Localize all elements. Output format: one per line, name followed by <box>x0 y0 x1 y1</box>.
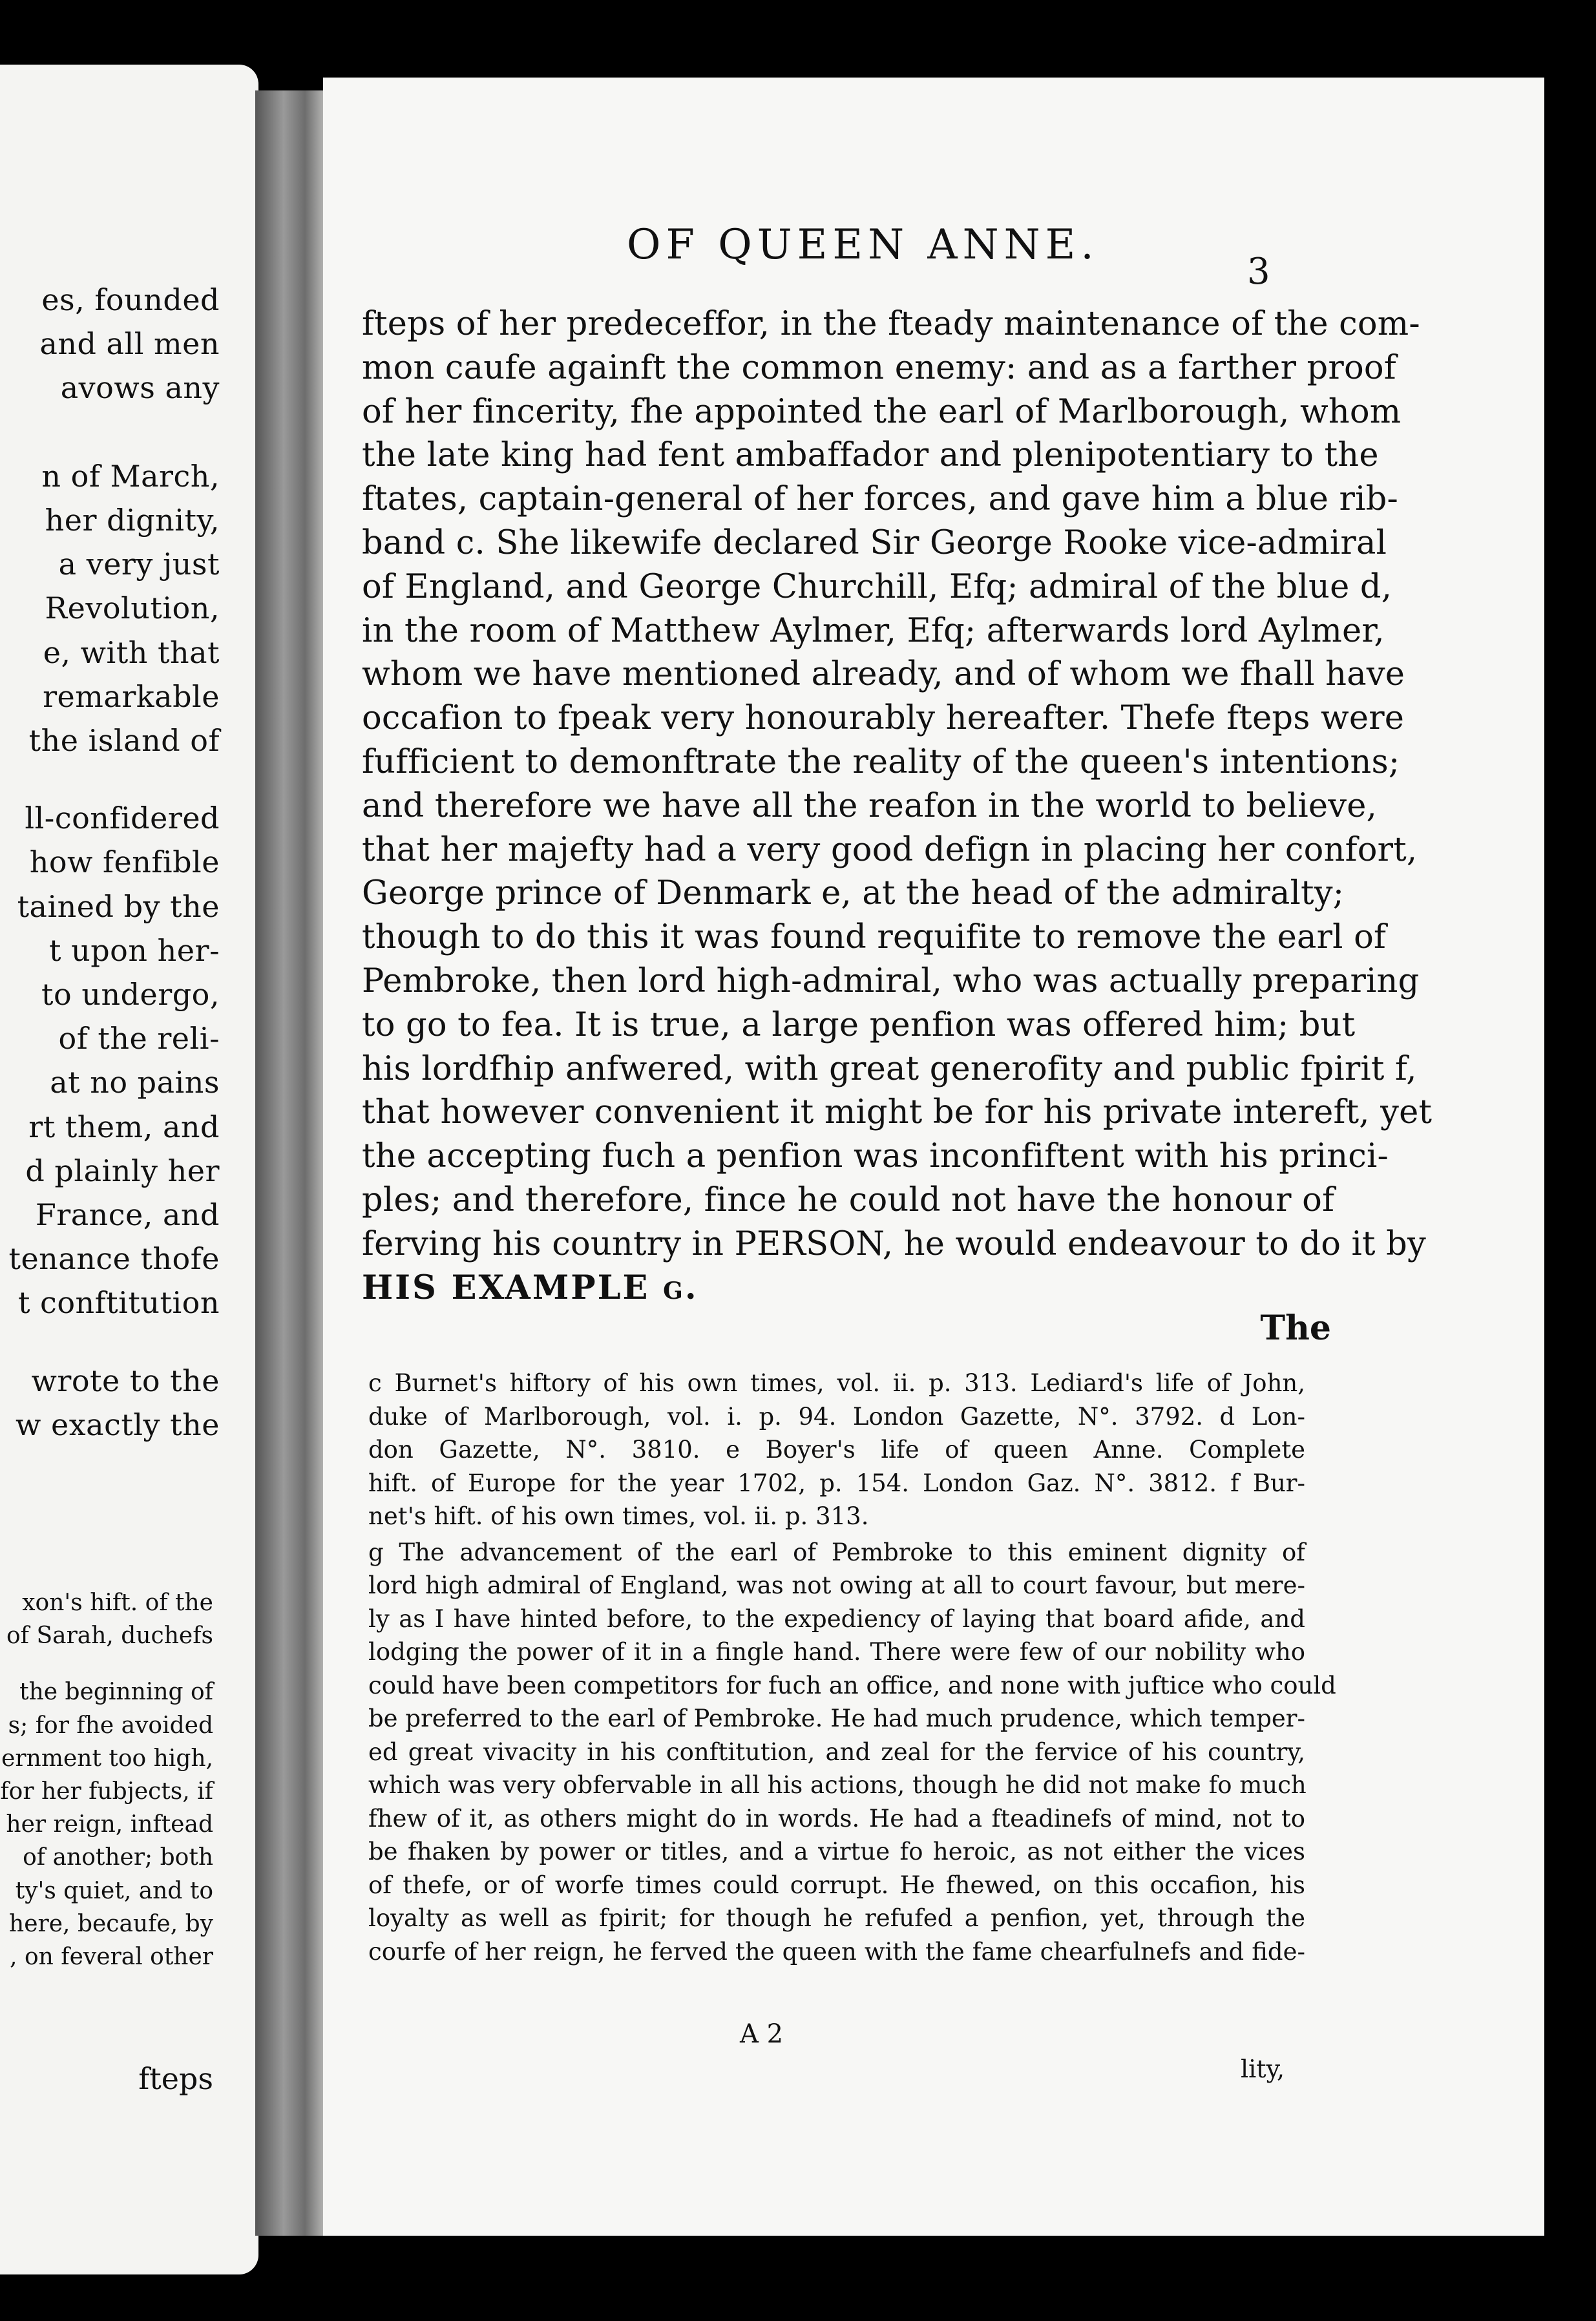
footnote-line: don Gazette, N°. 3810. e Boyer's life of queen Anne. Complete <box>368 1436 1305 1464</box>
footnote-line: lodging the power of it in a fingle hand. There were few of our nobility who <box>368 1638 1305 1666</box>
text-line: rt them, and <box>28 1109 220 1144</box>
text-line: George prince of Denmark e, at the head of the admiralty; <box>362 874 1345 913</box>
text-line: at no pains <box>50 1065 220 1100</box>
text-line: in the room of Matthew Aylmer, Efq; afterwards lord Aylmer, <box>362 611 1385 650</box>
footnote-line: , on feveral other <box>10 1944 213 1971</box>
footnote-line: g The advancement of the earl of Pembroke to this eminent dignity of <box>368 1538 1305 1566</box>
footnote-line: here, becaufe, by <box>9 1910 213 1937</box>
text-line: remarkable <box>43 678 220 714</box>
text-line: t conftitution <box>17 1285 220 1321</box>
text-line: her dignity, <box>45 503 220 538</box>
text-line: wrote to the <box>31 1363 220 1398</box>
text-line: ples; and therefore, fince he could not have the honour of <box>362 1181 1335 1219</box>
text-line: occafion to fpeak very honourably hereafter. Thefe fteps were <box>362 699 1405 738</box>
footnote-line: the beginning of <box>19 1679 213 1706</box>
text-line: the accepting fuch a penfion was inconfiftent with his princi- <box>362 1137 1389 1176</box>
text-line: band c. She likewife declared Sir George Rooke vice-admiral <box>362 523 1387 562</box>
left-page-footnotes <box>0 1586 213 1973</box>
text-line: es, founded <box>41 282 220 317</box>
body-text <box>362 302 1433 1310</box>
text-line: avows any <box>60 370 220 406</box>
left-page-text <box>8 278 220 1447</box>
text-line: that her majefty had a very good defign in placing her confort, <box>362 830 1418 869</box>
text-line: to go to fea. It is true, a large penfion was offered him; but <box>362 1005 1356 1044</box>
page-number: 3 <box>1247 251 1270 293</box>
footnotes <box>368 1367 1336 1968</box>
text-line: ferving his country in PERSON, he would endeavour to do it by <box>362 1224 1426 1263</box>
signature-mark: A 2 <box>740 2019 784 2049</box>
text-line: of England, and George Churchill, Efq; admiral of the blue d, <box>362 567 1392 606</box>
text-line <box>8 410 220 454</box>
catchword: The <box>1260 1308 1331 1348</box>
footnote-line: loyalty as well as fpirit; for though he refufed a penfion, yet, through the <box>368 1904 1305 1932</box>
text-line: a very just <box>58 547 220 582</box>
text-line: that however convenient it might be for his private intereft, yet <box>362 1093 1433 1132</box>
text-line: ftates, captain-general of her forces, and gave him a blue rib- <box>362 480 1398 519</box>
footnote-line: for her fubjects, if <box>0 1778 213 1805</box>
text-line: ll-confidered <box>25 801 220 836</box>
footnote-line: lord high admiral of England, was not owing at all to court favour, but mere- <box>368 1571 1305 1599</box>
text-line: t upon her- <box>48 932 220 968</box>
text-line: fteps of her predeceffor, in the fteady maintenance of the com- <box>362 305 1420 343</box>
footnote-line: fhew of it, as others might do in words. He had a fteadinefs of mind, not to <box>368 1804 1305 1833</box>
text-line: how fenfible <box>29 845 220 880</box>
footnote-line: courfe of her reign, he ferved the queen with the fame chearfulnefs and fide- <box>368 1937 1305 1966</box>
text-line: tained by the <box>17 888 220 924</box>
footnote-line: be fhaken by power or titles, and a virtue fo heroic, as not either the vices <box>368 1838 1305 1865</box>
running-head: OF QUEEN ANNE. <box>627 221 1099 269</box>
footnote-line: net's hift. of his own times, vol. ii. p. 313. <box>368 1502 869 1530</box>
footnote-line: ernment too high, <box>1 1745 213 1772</box>
footnote-line: of another; both <box>23 1844 213 1871</box>
text-line: mon caufe againft the common enemy: and as a farther proof <box>362 348 1396 387</box>
left-facing-page <box>0 65 258 2274</box>
right-page <box>323 78 1544 2236</box>
footnote-line: of Sarah, duchefs <box>6 1623 213 1650</box>
text-line: Revolution, <box>45 591 220 626</box>
book-gutter <box>255 90 326 2236</box>
text-line: d plainly her <box>25 1153 220 1188</box>
text-line: to undergo, <box>41 977 220 1013</box>
footnote-line: c Burnet's hiftory of his own times, vol. ii. p. 313. Lediard's life of John, <box>368 1369 1305 1397</box>
left-page-catchword: fteps <box>138 2061 213 2096</box>
footnote-catchword: lity, <box>1241 2055 1285 2083</box>
footnote-line: her reign, inftead <box>6 1811 213 1838</box>
text-line: though to do this it was found requifite to remove the earl of <box>362 918 1387 957</box>
footnote-line: hift. of Europe for the year 1702, p. 154. London Gaz. N°. 3812. f Bur- <box>368 1469 1305 1497</box>
text-line: whom we have mentioned already, and of whom we fhall have <box>362 655 1405 694</box>
text-line: the island of <box>28 723 220 759</box>
text-line: w exactly the <box>16 1407 220 1442</box>
text-line: n of March, <box>41 458 220 494</box>
text-line: the late king had fent ambaffador and plenipotentiary to the <box>362 436 1379 475</box>
footnote-line: ly as I have hinted before, to the expediency of laying that board afide, and <box>368 1604 1305 1633</box>
footnote-line: of thefe, or of worfe times could corrupt. He fhewed, on this occafion, his <box>368 1871 1305 1899</box>
text-line: HIS EXAMPLE g. <box>362 1268 698 1307</box>
text-line: tenance thofe <box>8 1241 220 1277</box>
footnote-line: xon's hift. of the <box>22 1590 213 1616</box>
footnote-line: could have been competitors for fuch an office, and none with juftice who could <box>368 1671 1336 1699</box>
text-line: e, with that <box>43 635 220 670</box>
footnote-line: ed great vivacity in his conftitution, and zeal for the fervice of his country, <box>368 1738 1305 1766</box>
text-line: of the reli- <box>58 1021 220 1056</box>
text-line: his lordfhip anfwered, with great generofity and public fpirit f, <box>362 1049 1417 1088</box>
text-line: of her fincerity, fhe appointed the earl of Marlborough, whom <box>362 392 1402 431</box>
text-line: fufficient to demonftrate the reality of the queen's intentions; <box>362 742 1400 781</box>
text-line: Pembroke, then lord high-admiral, who was actually preparing <box>362 961 1420 1000</box>
footnote-line: ty's quiet, and to <box>15 1877 213 1904</box>
text-line: and all men <box>39 326 220 362</box>
footnote-line: which was very obfervable in all his actions, though he did not make fo much <box>368 1771 1307 1799</box>
text-line: France, and <box>35 1197 220 1233</box>
footnote-line: duke of Marlborough, vol. i. p. 94. London Gazette, N°. 3792. d Lon- <box>368 1402 1305 1431</box>
text-line: and therefore we have all the reafon in the world to believe, <box>362 786 1378 825</box>
footnote-line: be preferred to the earl of Pembroke. He had much prudence, which temper- <box>368 1705 1305 1732</box>
footnote-line: s; for fhe avoided <box>8 1712 213 1739</box>
